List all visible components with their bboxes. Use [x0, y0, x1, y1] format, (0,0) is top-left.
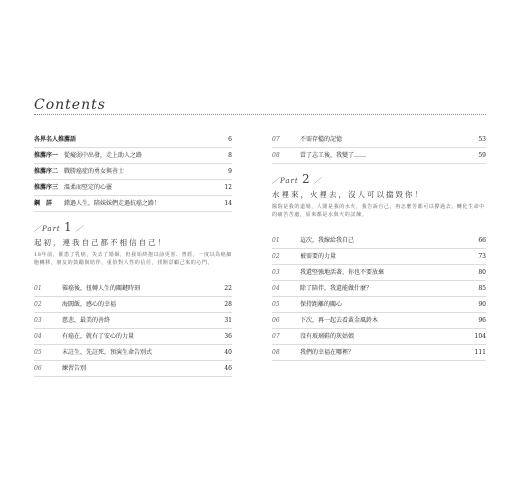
toc-right-column [272, 132, 486, 361]
chapter-page: 66 [478, 237, 486, 244]
chapter-page: 80 [478, 269, 486, 276]
toc-row-p2-03[interactable] [272, 265, 486, 281]
chapter-title: 我還堅強地活著，你也不要放棄 [300, 269, 385, 276]
toc-row-recommend-2[interactable] [34, 164, 232, 180]
chapter-page: 53 [478, 136, 486, 143]
chapter-title: 慈悲，最美的善終 [62, 317, 111, 324]
chapter-title: 下次，再一起去看黃金風鈴木 [300, 317, 379, 324]
toc-row-p1-01[interactable] [34, 281, 232, 297]
part-number: 1 [63, 220, 73, 234]
row-text: 錯過人生，陪妹妹們走過抗癌之路！ [64, 200, 161, 207]
chapter-number: 05 [34, 349, 42, 356]
chapter-page: 22 [224, 285, 232, 292]
chapter-page: 46 [224, 365, 232, 372]
chapter-number: 07 [272, 136, 280, 143]
chapter-page: 73 [478, 253, 486, 260]
row-page: 14 [224, 200, 232, 207]
part-1-title: 起初，連我自己都不相信自己！ [34, 238, 167, 247]
chapter-title: 沒有玻璃鞋的灰姑娘 [300, 333, 355, 340]
chapter-number: 02 [272, 253, 280, 260]
row-text: 各界名人推薦語 [34, 136, 77, 143]
row-page: 12 [224, 184, 232, 191]
chapter-number: 04 [34, 333, 42, 340]
part-suffix: ／ [75, 225, 84, 233]
chapter-title: 有癌在，就有了安心的力量 [62, 333, 135, 340]
toc-row-p1-04[interactable] [34, 329, 232, 345]
row-label: 推薦序一 [34, 152, 59, 159]
row-label: 推薦序三 [34, 184, 59, 191]
chapter-page: 40 [224, 349, 232, 356]
toc-row-p2-06[interactable] [272, 313, 486, 329]
chapter-page: 85 [478, 285, 486, 292]
toc-row-recommend-4[interactable] [34, 196, 232, 212]
chapter-title: 海闊飯，感心的幸福 [62, 301, 117, 308]
chapter-title: 當了志工後，我變了…… [300, 152, 367, 159]
toc-row-p2-02[interactable] [272, 249, 486, 265]
row-page: 9 [228, 168, 232, 175]
chapter-title: 末註生，先註死，預演生命告別式 [62, 349, 153, 356]
title-divider [34, 114, 486, 115]
toc-row-p1-02[interactable] [34, 297, 232, 313]
chapter-number: 05 [272, 301, 280, 308]
chapter-number: 04 [272, 285, 280, 292]
contents-title: Contents [34, 97, 106, 113]
chapter-number: 06 [272, 317, 280, 324]
toc-row-p1-07[interactable] [272, 132, 486, 148]
toc-row-p2-04[interactable] [272, 281, 486, 297]
chapter-number: 06 [34, 365, 42, 372]
chapter-number: 03 [272, 269, 280, 276]
row-page: 8 [228, 152, 232, 159]
chapter-number: 03 [34, 317, 42, 324]
chapter-page: 36 [224, 333, 232, 340]
toc-row-p1-06[interactable] [34, 361, 232, 377]
chapter-number: 01 [34, 285, 42, 292]
row-text: 從癡弱中出發，走上助人之路 [64, 152, 143, 159]
chapter-title: 不需存檔的記憶 [300, 136, 343, 143]
row-text: 溫柔而堅定的心靈 [64, 184, 113, 191]
part-2-title: 水裡來，火裡去，沒人可以擋毀你！ [272, 190, 424, 199]
toc-row-p2-05[interactable] [272, 297, 486, 313]
part-suffix: ／ [313, 177, 322, 185]
chapter-title: 練習告別 [62, 365, 87, 372]
chapter-page: 111 [474, 349, 486, 356]
toc-row-recommend-3[interactable] [34, 180, 232, 196]
toc-row-p1-03[interactable] [34, 313, 232, 329]
toc-row-p2-08[interactable] [272, 345, 486, 361]
chapter-title: 這次，我線給我自己 [300, 237, 355, 244]
chapter-page: 31 [224, 317, 232, 324]
row-label: 推薦序二 [34, 168, 59, 175]
chapter-number: 01 [272, 237, 280, 244]
chapter-number: 08 [272, 152, 280, 159]
toc-row-p1-05[interactable] [34, 345, 232, 361]
chapter-page: 90 [478, 301, 486, 308]
part-1-intro: 18年前，罹患了乳癌，失去了婚姻，但我始終抱以前更喜、曾經，一度以為癌細胞轉移，朋友的鼓勵與陪伴，重拾對人性的信任，找開景顧己來的心門。 [34, 252, 232, 266]
toc-row-p2-01[interactable] [272, 233, 486, 249]
part-2-heading [272, 172, 486, 186]
part-number: 2 [301, 172, 311, 186]
row-text: 戰勝癌症的勇女與善士 [64, 168, 125, 175]
chapter-title: 罹癌後，扭轉人生的關鍵時刻 [62, 285, 141, 292]
chapter-page: 104 [474, 333, 486, 340]
part-prefix: ／Part [272, 177, 299, 185]
chapter-number: 07 [272, 333, 280, 340]
chapter-page: 28 [224, 301, 232, 308]
chapter-title: 我們的幸福在哪裡？ [300, 349, 355, 356]
chapter-number: 08 [272, 349, 280, 356]
chapter-title: 保持距離的關心 [300, 301, 343, 308]
toc-left-column [34, 132, 232, 377]
row-label: 鋼 詳 [34, 200, 53, 207]
chapter-title: 除了陪伴，我還能做什麼？ [300, 285, 373, 292]
toc-row-recommend-quotes[interactable] [34, 132, 232, 148]
chapter-page: 59 [478, 152, 486, 159]
toc-row-p2-07[interactable] [272, 329, 486, 345]
chapter-page: 96 [478, 317, 486, 324]
part-1-heading [34, 220, 232, 234]
chapter-title: 被需要的力量 [300, 253, 337, 260]
toc-row-p1-08[interactable] [272, 148, 486, 164]
part-prefix: ／Part [34, 225, 61, 233]
row-page: 6 [228, 136, 232, 143]
toc-row-recommend-1[interactable] [34, 148, 232, 164]
part-2-intro: 醫院是我的道場，人間是我的水火，我告訴自己，再怎麼苦都可以撐過去，轉化生命中的痛苦苦處，原來都是水與火的試煉。 [272, 204, 485, 218]
chapter-number: 02 [34, 301, 42, 308]
